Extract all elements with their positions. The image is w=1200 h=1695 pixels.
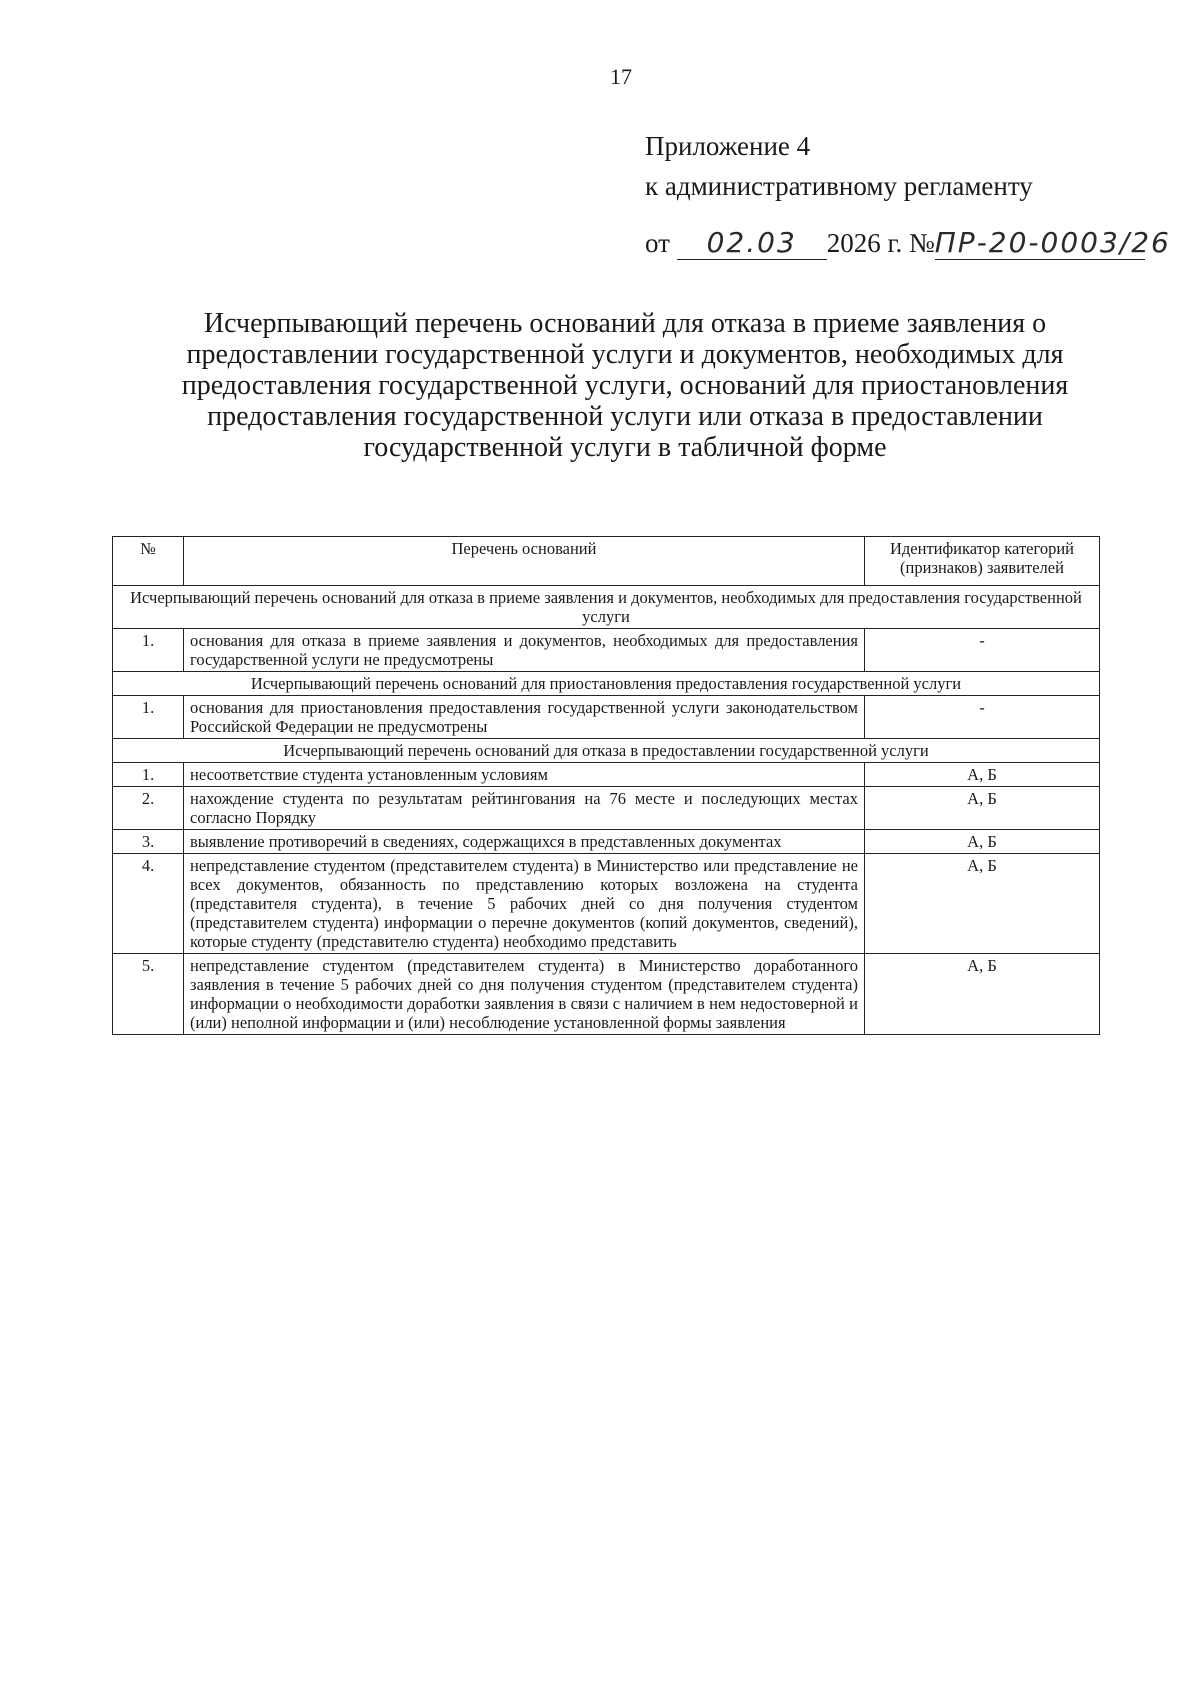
order-prefix: от [645, 228, 670, 258]
row-category: А, Б [865, 854, 1100, 954]
table-row [113, 787, 1100, 830]
row-text: нахождение студента по результатам рейтингования на 76 месте и последующих местах согласно Порядку [184, 787, 865, 830]
appendix-line-1: Приложение 4 [645, 131, 811, 161]
appendix-heading [645, 126, 1033, 206]
order-date-handwritten: 02.03 [706, 226, 797, 259]
row-text: непредставление студентом (представителем студента) в Министерство доработанного заявления в течение 5 рабочих дней со дня получения студентом (представителем студента) информации о необходимости доработки заявления в связи с наличием в нем недостоверной и (или) неполной информации и (или) несоблюдение установленной формы заявления [184, 954, 865, 1035]
order-reference [645, 226, 1171, 260]
section-title-row [113, 586, 1100, 629]
order-number-field [934, 226, 1171, 260]
table-row [113, 696, 1100, 739]
row-text: выявление противоречий в сведениях, содержащихся в представленных документах [184, 830, 865, 854]
row-text: несоответствие студента установленным условиям [184, 763, 865, 787]
row-number: 1. [113, 763, 184, 787]
row-category: - [865, 629, 1100, 672]
document-title: Исчерпывающий перечень оснований для отказа в приеме заявления о предоставлении государственной услуги и документов, необходимых для предоставления государственной услуги, оснований для приостановления предоставления государственной услуги или отказа в предоставлении государственной услуги в табличной форме [181, 308, 1069, 463]
table-header-row [113, 537, 1100, 586]
order-year: 2026 [826, 228, 881, 258]
row-category: А, Б [865, 830, 1100, 854]
section-3-title: Исчерпывающий перечень оснований для отказа в предоставлении государственной услуги [113, 739, 1100, 763]
section-2-title: Исчерпывающий перечень оснований для приостановления предоставления государственной услуги [113, 672, 1100, 696]
table-row [113, 763, 1100, 787]
header-grounds: Перечень оснований [184, 537, 865, 586]
appendix-line-2: к административному регламенту [645, 171, 1033, 201]
row-number: 5. [113, 954, 184, 1035]
order-number-handwritten: ПР-20-0003/26 [934, 226, 1171, 259]
header-category: Идентификатор категорий (признаков) заявителей [865, 537, 1100, 586]
page-number: 17 [610, 64, 632, 89]
order-date-field [677, 226, 827, 260]
section-title-row [113, 739, 1100, 763]
table-row [113, 954, 1100, 1035]
row-category: А, Б [865, 763, 1100, 787]
row-number: 3. [113, 830, 184, 854]
row-category: А, Б [865, 787, 1100, 830]
row-category: - [865, 696, 1100, 739]
section-title-row [113, 672, 1100, 696]
table-row [113, 830, 1100, 854]
row-text: основания для отказа в приеме заявления и документов, необходимых для предоставления государственной услуги не предусмотрены [184, 629, 865, 672]
table-row [113, 854, 1100, 954]
row-category: А, Б [865, 954, 1100, 1035]
order-year-suffix: г. № [887, 228, 935, 258]
row-number: 4. [113, 854, 184, 954]
row-number: 1. [113, 629, 184, 672]
row-number: 1. [113, 696, 184, 739]
row-number: 2. [113, 787, 184, 830]
section-1-title: Исчерпывающий перечень оснований для отказа в приеме заявления и документов, необходимых для предоставления государственной услуги [113, 586, 1100, 629]
grounds-table [112, 536, 1100, 1035]
header-number: № [113, 537, 184, 586]
row-text: непредставление студентом (представителем студента) в Министерство или представление не всех документов, обязанность по представлению которых возложена на студента (представителя студента), в течение 5 рабочих дней со дня получения студентом (представителем студента) информации о перечне документов (копий документов, сведений), которые студенту (представителю студента) необходимо представить [184, 854, 865, 954]
row-text: основания для приостановления предоставления государственной услуги законодательством Российской Федерации не предусмотрены [184, 696, 865, 739]
table-row [113, 629, 1100, 672]
